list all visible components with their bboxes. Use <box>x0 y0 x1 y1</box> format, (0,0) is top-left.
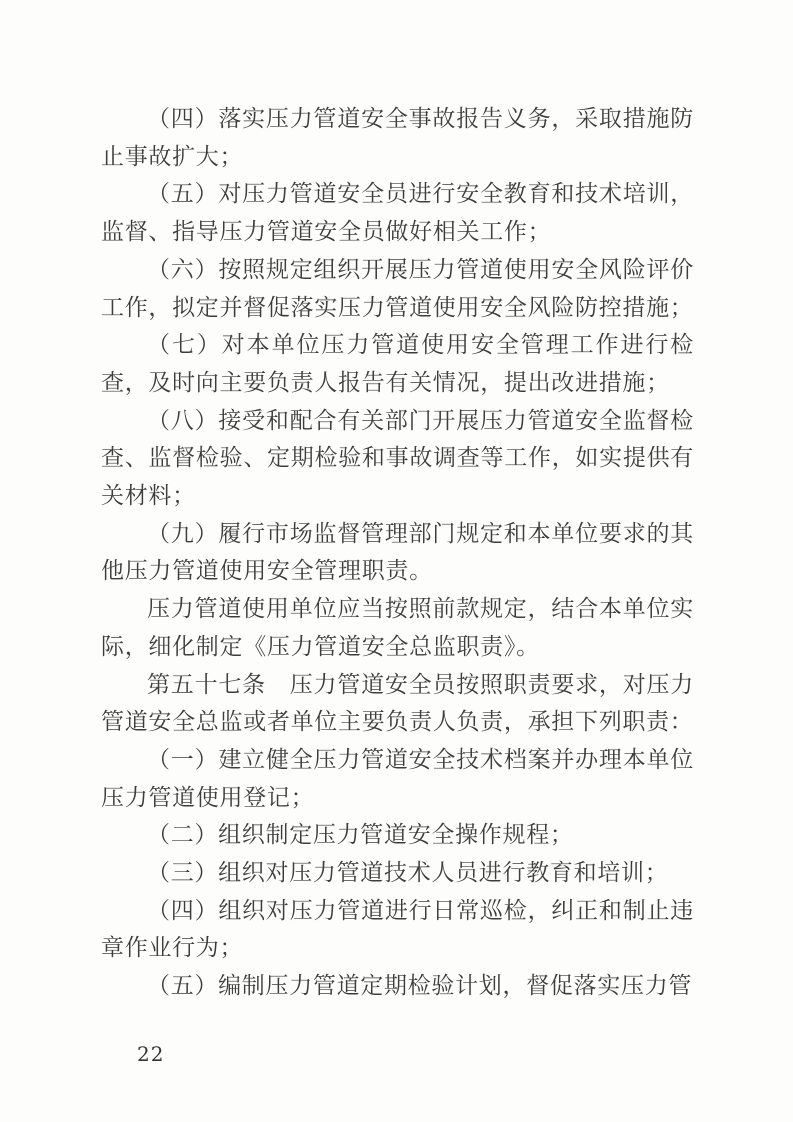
paragraph: （四）组织对压力管道进行日常巡检，纠正和制止违章作业行为； <box>101 897 694 961</box>
paragraph: （八）接受和配合有关部门开展压力管道安全监督检查、监督检验、定期检验和事故调查等工作，如实提供有关材料； <box>101 407 694 509</box>
document-text-block <box>101 100 694 1005</box>
paragraph: （二）组织制定压力管道安全操作规程； <box>147 822 574 848</box>
paragraph: （四）落实压力管道安全事故报告义务，采取措施防止事故扩大； <box>101 106 694 169</box>
page-number: 22 <box>137 1042 165 1066</box>
paragraph: 压力管道使用单位应当按照前款规定，结合本单位实际，细化制定《压力管道安全总监职责》。 <box>101 596 694 659</box>
paragraph: （六）按照规定组织开展压力管道使用安全风险评价工作，拟定并督促落实压力管道使用安全风险防控措施； <box>101 256 694 320</box>
paragraph: （五）编制压力管道定期检验计划，督促落实压力管 <box>147 973 693 999</box>
paragraph: （五）对压力管道安全员进行安全教育和技术培训，监督、指导压力管道安全员做好相关工作； <box>101 181 694 245</box>
paragraph: （九）履行市场监督管理部门规定和本单位要求的其他压力管道使用安全管理职责。 <box>101 520 694 584</box>
paragraph: 第五十七条 压力管道安全员按照职责要求，对压力管道安全总监或者单位主要负责人负责，承担下列职责： <box>101 671 694 735</box>
paragraph: （七）对本单位压力管道使用安全管理工作进行检查，及时向主要负责人报告有关情况，提出改进措施； <box>101 332 694 395</box>
paragraph: （一）建立健全压力管道安全技术档案并办理本单位压力管道使用登记； <box>101 746 694 810</box>
paragraph: （三）组织对压力管道技术人员进行教育和培训； <box>147 860 669 886</box>
